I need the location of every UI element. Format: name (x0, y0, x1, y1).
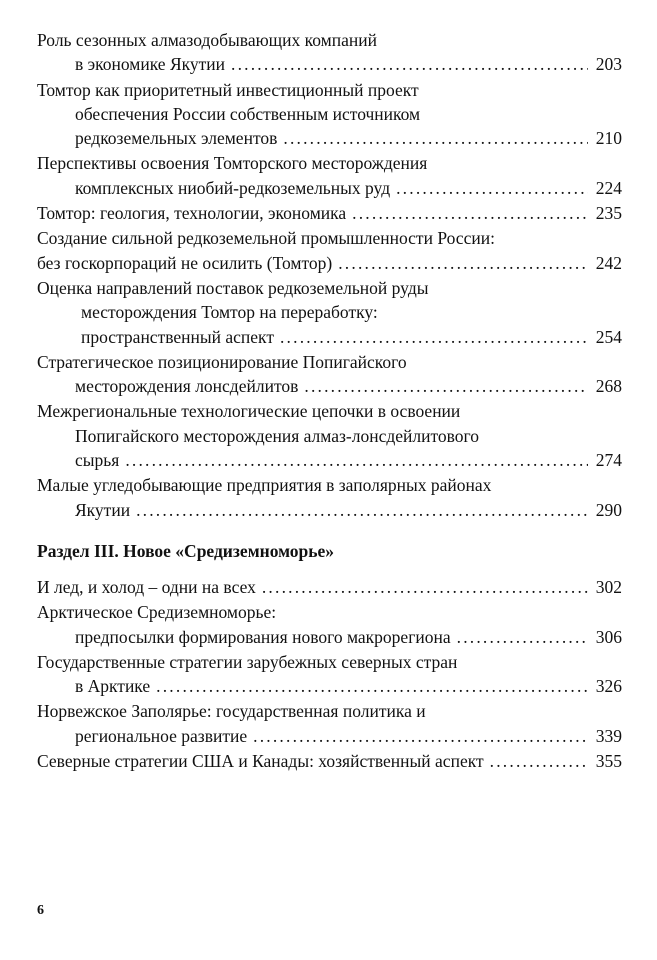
toc-entry-title-line: пространственный аспект (81, 326, 274, 347)
toc-entry-last-line (37, 52, 622, 76)
toc-list-part-2 (37, 28, 622, 522)
toc-entry-title-line: месторождения лонсдейлитов (75, 376, 299, 397)
toc-entry-last-line (37, 325, 622, 349)
toc-entry-last-line (37, 575, 622, 599)
toc-entry-title-line: предпосылки формирования нового макрорегиона (75, 626, 451, 647)
toc-entry-last-line (37, 724, 622, 748)
toc-entry-title-line: месторождения Томтор на переработку: (81, 302, 378, 323)
toc-entry-page-number: 224 (595, 177, 622, 198)
toc-entry-last-line (37, 674, 622, 698)
toc-entry (37, 226, 622, 275)
toc-entry (37, 78, 622, 151)
toc-entry-title-line: Норвежское Заполярье: государственная политика и (37, 701, 426, 722)
toc-entry-title-line: Перспективы освоения Томторского месторождения (37, 153, 428, 174)
toc-entry-title-line: Государственные стратегии зарубежных северных стран (37, 651, 458, 672)
toc-entry-last-line (37, 126, 622, 150)
dot-leader (338, 251, 588, 275)
dot-leader (352, 201, 588, 225)
toc-entry-title-line: Создание сильной редкоземельной промышленности России: (37, 228, 495, 249)
toc-entry-title-line: комплексных ниобий-редкоземельных руд (75, 177, 391, 198)
toc-entry (37, 473, 622, 522)
section-heading: Раздел III. Новое «Средиземноморье» (37, 540, 335, 561)
toc-entry-last-line (37, 201, 622, 225)
toc-entry (37, 600, 622, 649)
dot-leader (136, 498, 588, 522)
dot-leader (283, 126, 588, 150)
toc-entry-last-line (37, 251, 622, 275)
toc-entry (37, 276, 622, 349)
toc-entry-title-line: Якутии (75, 499, 131, 520)
toc-entry-page-number: 355 (595, 751, 622, 772)
toc-entry (37, 201, 622, 225)
toc-entry-title-line: в Арктике (75, 676, 151, 697)
toc-entry-title-line: региональное развитие (75, 725, 248, 746)
toc-entry-title-line: Межрегиональные технологические цепочки в освоении (37, 401, 461, 422)
dot-leader (280, 325, 588, 349)
dot-leader (457, 625, 588, 649)
toc-entry-title-line: Томтор как приоритетный инвестиционный проект (37, 79, 419, 100)
dot-leader (156, 674, 588, 698)
toc-entry-title-line: редкоземельных элементов (75, 128, 278, 149)
toc-entry-last-line (37, 749, 622, 773)
toc-entry-last-line (37, 176, 622, 200)
toc-entry-page-number: 254 (595, 326, 622, 347)
toc-entry (37, 151, 622, 200)
toc-entry-last-line (37, 374, 622, 398)
toc-entry-page-number: 326 (595, 676, 622, 697)
toc-entry-page-number: 290 (595, 499, 622, 520)
toc-entry-page-number: 339 (595, 725, 622, 746)
toc-entry-page-number: 203 (595, 54, 622, 75)
toc-entry-page-number: 302 (595, 576, 622, 597)
dot-leader (490, 749, 588, 773)
toc-entry-page-number: 242 (595, 252, 622, 273)
toc-entry-title-line: Томтор: геология, технологии, экономика (37, 203, 347, 224)
dot-leader (396, 176, 588, 200)
dot-leader (262, 575, 588, 599)
toc-entry-title-line: Арктическое Средиземноморье: (37, 602, 277, 623)
toc-entry-title-line: Оценка направлений поставок редкоземельной руды (37, 277, 429, 298)
toc-entry (37, 28, 622, 77)
dot-leader (253, 724, 588, 748)
dot-leader (304, 374, 588, 398)
dot-leader (231, 52, 588, 76)
toc-entry (37, 575, 622, 599)
toc-entry-page-number: 235 (595, 203, 622, 224)
toc-entry-title-line: сырья (75, 450, 120, 471)
toc-list-part-3 (37, 575, 622, 773)
toc-entry-title-line: И лед, и холод – одни на всех (37, 576, 256, 597)
toc-entry-last-line (37, 498, 622, 522)
toc-entry-title-line: Малые угледобывающие предприятия в заполярных районах (37, 475, 492, 496)
toc-entry-page-number: 268 (595, 376, 622, 397)
toc-entry-title-line: обеспечения России собственным источником (75, 103, 421, 124)
toc-entry (37, 350, 622, 399)
page-number: 6 (37, 903, 44, 918)
toc-entry-title-line: Попигайского месторождения алмаз-лонсдейлитового (75, 425, 480, 446)
toc-entry-title-line: Стратегическое позиционирование Попигайского (37, 351, 407, 372)
toc-entry-title-line: Северные стратегии США и Канады: хозяйственный аспект (37, 751, 484, 772)
dot-leader (125, 448, 588, 472)
toc-entry-last-line (37, 448, 622, 472)
toc-entry (37, 749, 622, 773)
toc-entry-page-number: 274 (595, 450, 622, 471)
toc-entry-last-line (37, 625, 622, 649)
toc-entry (37, 650, 622, 699)
toc-entry-page-number: 210 (595, 128, 622, 149)
toc-entry-page-number: 306 (595, 626, 622, 647)
toc-entry-title-line: в экономике Якутии (75, 54, 225, 75)
table-of-contents (37, 28, 622, 774)
toc-entry (37, 699, 622, 748)
toc-entry-title-line: без госкорпораций не осилить (Томтор) (37, 252, 333, 273)
toc-entry-title-line: Роль сезонных алмазодобывающих компаний (37, 30, 377, 50)
toc-entry (37, 399, 622, 472)
